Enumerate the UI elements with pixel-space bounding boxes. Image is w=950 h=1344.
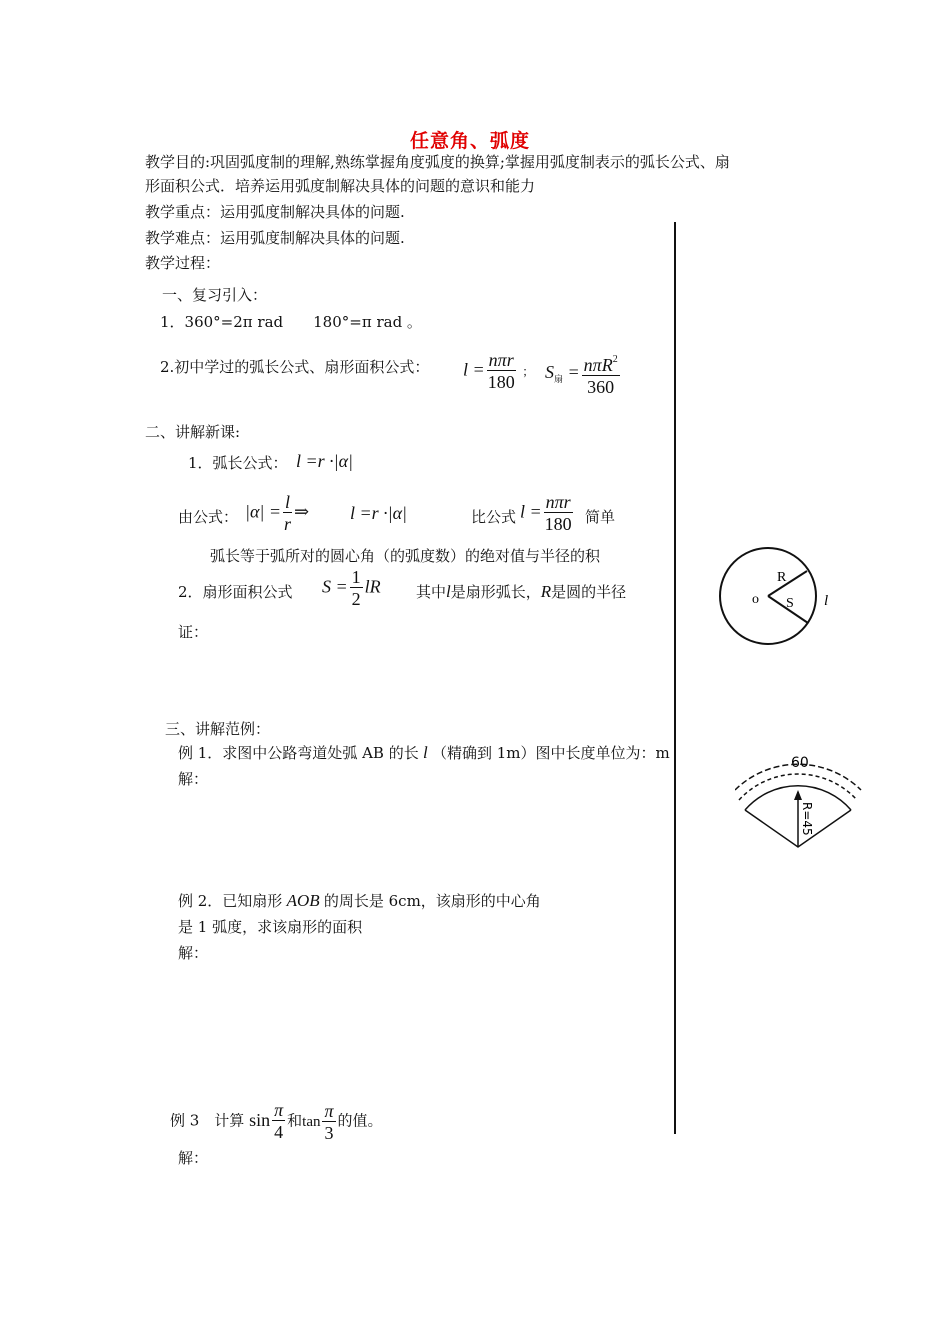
label-S: S (786, 596, 794, 611)
arc-statement: 弧长等于弧所对的圆心角（的弧度数）的绝对值与半径的积 (210, 547, 601, 565)
example-1-prefix: 例 1．求图中公路弯道处弧 AB 的长 (178, 744, 419, 762)
label-o: o (752, 592, 759, 607)
example-2-suffix: 的周长是 6cm，该扇形的中心角 (323, 892, 541, 910)
compare-formula: l = $\frac{\text{nπr}}{180}$ (520, 492, 572, 534)
difficulty: 教学难点：运用弧度制解决具体的问题. (145, 229, 405, 247)
arrow-head (794, 790, 802, 800)
sector-where: 其中l是扇形弧长，R是圆的半径 (416, 582, 627, 601)
divider-line (674, 222, 676, 1134)
derive-prefix: 由公式： (178, 508, 239, 526)
road-curve-diagram (735, 752, 865, 857)
review-item-1: 1．360°=2π rad 180°=π rad 。 (160, 313, 422, 331)
section-1-heading: 一、复习引入： (162, 286, 268, 304)
process-heading: 教学过程： (145, 254, 221, 272)
compare-formula-denominator: 180 (544, 514, 572, 534)
arc-length-formula-old: l = $\frac{\text{nπr}}{180}$ ； (463, 350, 535, 392)
radius-line-1 (768, 571, 807, 596)
sector-area-formula: S = $\frac{1}{2}$ lR (322, 567, 381, 609)
sector-formula-label: 2．扇形面积公式 (178, 583, 293, 601)
proof-label: 证： (178, 623, 209, 641)
label-R45: R=45 (800, 802, 814, 836)
arc-formula-label: 1．弧长公式： (188, 454, 288, 472)
example-1-suffix: （精确到 1m）图中长度单位为：m (431, 744, 670, 762)
example-3-solve: 解： (178, 1149, 209, 1167)
example-2-line-2: 是 1 弧度，求该扇形的面积 (178, 918, 363, 936)
example-3-and: 和 (287, 1111, 303, 1130)
example-2-solve: 解： (178, 944, 209, 962)
example-2-line-1: 例 2．已知扇形 AOB 的周长是 6cm，该扇形的中心角 (178, 891, 541, 910)
compare-prefix: 比公式 (471, 508, 517, 526)
arc-length-formula: l =r ·|α| (296, 451, 353, 471)
alpha-formula: |α| = $\frac{l}{r}$ ⇒ (245, 492, 310, 534)
example-3-prefix: 例 3 计算 (170, 1111, 245, 1130)
label-60: 60 (791, 755, 809, 771)
section-2-heading: 二、讲解新课: (145, 423, 241, 441)
sector-circle-diagram (712, 545, 842, 655)
sector-where-1: 其中 (416, 583, 447, 601)
example-1-solve: 解： (178, 770, 209, 788)
example-3: 例 3 计算 sin $\frac{\pi}{4}$ 和tan $\frac{\pi}{3}$ 的值。 (170, 1100, 383, 1143)
objective-line-1: 教学目的:巩固弧度制的理解,熟练掌握角度弧度的换算;掌握用弧度制表示的弧长公式、扇 (145, 153, 730, 171)
sector-formula-numerator: nπR (583, 355, 613, 375)
label-l: l (824, 593, 829, 609)
sector-where-3: 是圆的半径 (551, 583, 627, 601)
key-point: 教学重点：运用弧度制解决具体的问题. (145, 203, 405, 221)
sector-where-2: 是扇形弧长， (450, 583, 541, 601)
example-3-suffix: 的值。 (337, 1111, 383, 1130)
compare-suffix: 简单 (585, 508, 616, 526)
arc-formula-denominator: 180 (487, 372, 515, 392)
arc-length-formula-2: l =r ·|α| (350, 503, 407, 523)
arc-formula-numerator: nπr (488, 350, 514, 370)
sector-area-formula-old: $S_扇$ = $\frac{n\pi R^2}{360}$ (545, 350, 622, 398)
page-title: 任意角、弧度 (410, 130, 531, 152)
objective-line-2: 形面积公式．培养运用弧度制解决具体的问题的意识和能力 (145, 177, 536, 195)
example-1: 例 1．求图中公路弯道处弧 AB 的长 l （精确到 1m）图中长度单位为：m (178, 743, 670, 762)
example-2-prefix: 例 2．已知扇形 (178, 892, 283, 910)
sector-subscript: 扇 (554, 374, 564, 385)
sector-formula-denominator: 360 (587, 377, 615, 397)
compare-formula-numerator: nπr (545, 492, 571, 512)
label-R: R (777, 570, 787, 585)
section-3-heading: 三、讲解范例： (165, 720, 271, 738)
review-item-2: 2.初中学过的弧长公式、扇形面积公式： (160, 358, 430, 376)
